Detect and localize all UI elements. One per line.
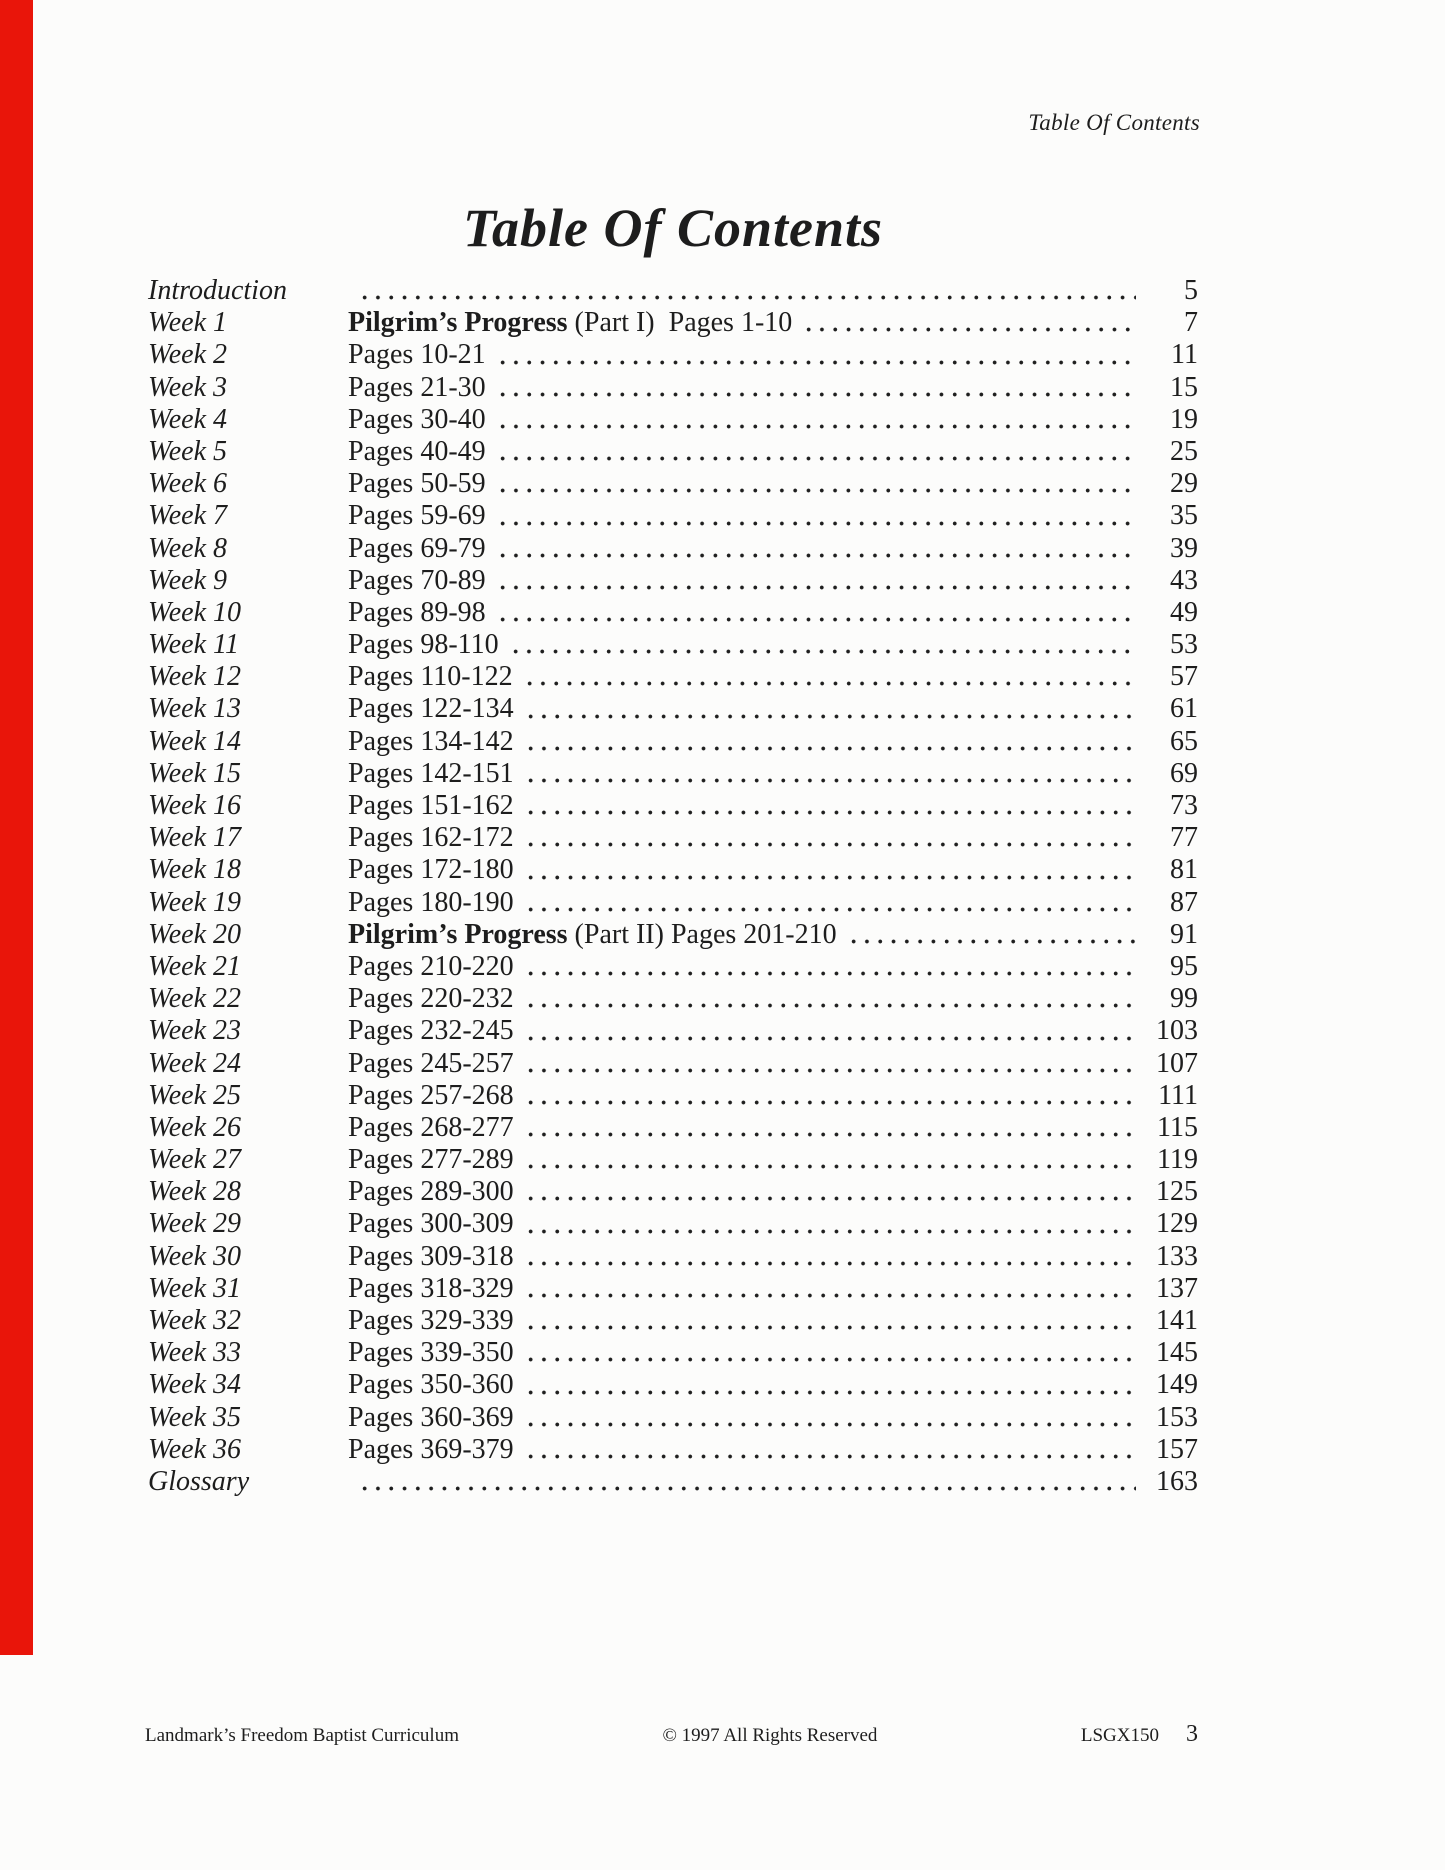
toc-entry-label: Week 10 <box>148 596 242 628</box>
toc-entry-description: (Part II) Pages 201-210 <box>567 918 837 950</box>
toc-entry-page-number: 133 <box>1156 1240 1198 1272</box>
dot-leader <box>354 1466 1136 1498</box>
dot-leader <box>520 1337 1136 1369</box>
toc-entry-label: Week 31 <box>148 1272 242 1304</box>
toc-row <box>148 951 1198 983</box>
toc-entry-description: (Part I) Pages 1-10 <box>567 307 793 339</box>
red-binding-stripe <box>0 0 33 1655</box>
toc-entry-page-number: 129 <box>1156 1208 1198 1240</box>
toc-entry-title-bold: Pilgrim’s Progress <box>348 918 568 950</box>
toc-row <box>148 693 1198 725</box>
toc-entry-label: Week 33 <box>148 1337 242 1369</box>
toc-row <box>148 468 1198 500</box>
page-footer <box>145 1721 1198 1748</box>
toc-entry-page-number: 111 <box>1158 1079 1198 1111</box>
toc-entry-description: Pages 360-369 <box>348 1401 514 1433</box>
dot-leader <box>520 1112 1136 1144</box>
toc-row <box>148 1048 1198 1080</box>
toc-entry-label: Week 20 <box>148 918 242 950</box>
toc-entry-description: Pages 329-339 <box>348 1305 514 1336</box>
toc-entry-page-number: 5 <box>1184 275 1198 306</box>
toc-row <box>148 919 1198 951</box>
toc-entry-description: Pages 142-151 <box>348 757 514 789</box>
dot-leader <box>520 854 1136 886</box>
toc-row <box>148 1241 1198 1273</box>
toc-entry-page-number: 137 <box>1156 1272 1198 1304</box>
toc-entry-page-number: 141 <box>1156 1305 1198 1336</box>
toc-entry-description: Pages 180-190 <box>348 886 514 918</box>
dot-leader <box>492 372 1136 404</box>
dot-leader <box>520 790 1136 822</box>
toc-entry-label: Week 21 <box>148 950 242 982</box>
toc-entry-description: Pages 339-350 <box>348 1337 514 1369</box>
toc-row <box>148 1434 1198 1466</box>
toc-entry-page-number: 29 <box>1170 468 1198 500</box>
toc-entry-label: Week 13 <box>148 693 242 725</box>
toc-entry-label: Week 9 <box>148 564 228 596</box>
toc-entry-label: Week 22 <box>148 983 242 1015</box>
toc-entry-label: Week 8 <box>148 532 228 564</box>
toc-entry-page-number: 77 <box>1170 822 1198 854</box>
toc-entry-description: Pages 151-162 <box>348 790 514 821</box>
toc-entry-label: Week 23 <box>148 1015 242 1047</box>
toc-entry-page-number: 103 <box>1156 1015 1198 1047</box>
dot-leader <box>492 500 1136 532</box>
toc-entry-description: Pages 220-232 <box>348 983 514 1015</box>
toc-entry-label: Week 1 <box>148 307 228 339</box>
toc-row <box>148 822 1198 854</box>
toc-entry-label: Week 4 <box>148 403 228 435</box>
dot-leader <box>520 1015 1136 1047</box>
toc-entry-page-number: 15 <box>1170 371 1198 403</box>
toc-row <box>148 887 1198 919</box>
dot-leader <box>520 1402 1136 1434</box>
toc-entry-label: Week 36 <box>148 1433 242 1465</box>
dot-leader <box>492 404 1136 436</box>
toc-entry-description: Pages 21-30 <box>348 371 486 403</box>
dot-leader <box>843 919 1136 951</box>
toc-entry-page-number: 7 <box>1184 307 1198 339</box>
toc-entry-page-number: 163 <box>1156 1465 1198 1497</box>
dot-leader <box>520 693 1136 725</box>
toc-row <box>148 1466 1198 1498</box>
toc-entry-description: Pages 369-379 <box>348 1433 514 1465</box>
footer-page-number: 3 <box>1186 1721 1198 1747</box>
toc-entry-description: Pages 232-245 <box>348 1015 514 1047</box>
dot-leader <box>520 951 1136 983</box>
dot-leader <box>520 822 1136 854</box>
toc-entry-page-number: 57 <box>1170 661 1198 693</box>
toc-entry-label: Week 26 <box>148 1111 242 1143</box>
dot-leader <box>492 597 1136 629</box>
toc-row <box>148 500 1198 532</box>
toc-row <box>148 983 1198 1015</box>
toc-entry-label: Week 19 <box>148 886 242 918</box>
toc-entry-page-number: 125 <box>1156 1176 1198 1208</box>
toc-row <box>148 726 1198 758</box>
toc-entry-description: Pages 98-110 <box>348 629 499 661</box>
toc-entry-page-number: 53 <box>1170 629 1198 661</box>
toc-entry-page-number: 145 <box>1156 1337 1198 1369</box>
toc-row <box>148 404 1198 436</box>
toc-entry-label: Week 5 <box>148 435 228 467</box>
dot-leader <box>520 726 1136 758</box>
footer-product-code: LSGX150 <box>1080 1725 1159 1746</box>
footer-right-group <box>1081 1721 1198 1748</box>
dot-leader <box>520 983 1136 1015</box>
dot-leader <box>492 468 1136 500</box>
toc-entry-description: Pages 89-98 <box>348 596 486 628</box>
toc-entry-description: Pages 59-69 <box>348 500 486 532</box>
toc-entry-label: Week 3 <box>148 371 228 403</box>
dot-leader <box>492 533 1136 565</box>
toc-entry-label: Week 15 <box>148 757 242 789</box>
toc-entry-title-bold: Pilgrim’s Progress <box>348 307 568 339</box>
toc-row <box>148 307 1198 339</box>
page-title: Table Of Contents <box>462 198 884 258</box>
toc-entry-page-number: 81 <box>1170 854 1198 886</box>
toc-row <box>148 565 1198 597</box>
toc-row <box>148 758 1198 790</box>
toc-entry-label: Introduction <box>148 275 287 306</box>
running-header: Table Of Contents <box>1028 110 1200 135</box>
toc-entry-label: Week 30 <box>148 1240 242 1272</box>
toc-row <box>148 1112 1198 1144</box>
dot-leader <box>520 1048 1136 1080</box>
table-of-contents <box>148 275 1198 1498</box>
toc-entry-label: Week 11 <box>148 629 239 661</box>
toc-entry-label: Week 17 <box>148 822 242 854</box>
toc-entry-description: Pages 162-172 <box>348 822 514 854</box>
toc-row <box>148 1369 1198 1401</box>
dot-leader <box>520 1080 1136 1112</box>
toc-entry-page-number: 69 <box>1170 757 1198 789</box>
toc-entry-description: Pages 172-180 <box>348 854 514 886</box>
toc-entry-label: Week 27 <box>148 1144 242 1176</box>
toc-entry-page-number: 73 <box>1170 790 1198 821</box>
toc-entry-description: Pages 122-134 <box>348 693 514 725</box>
toc-entry-label: Week 34 <box>148 1369 242 1401</box>
toc-row <box>148 1015 1198 1047</box>
toc-row <box>148 1176 1198 1208</box>
toc-entry-description: Pages 110-122 <box>348 661 513 693</box>
toc-row <box>148 533 1198 565</box>
toc-entry-page-number: 95 <box>1170 950 1198 982</box>
dot-leader <box>520 758 1136 790</box>
dot-leader <box>505 629 1136 661</box>
toc-entry-description: Pages 309-318 <box>348 1240 514 1272</box>
toc-entry-page-number: 25 <box>1170 435 1198 467</box>
toc-row <box>148 1208 1198 1240</box>
toc-entry-page-number: 61 <box>1170 693 1198 725</box>
toc-entry-label: Week 12 <box>148 661 242 693</box>
toc-row <box>148 1080 1198 1112</box>
toc-entry-page-number: 149 <box>1156 1369 1198 1401</box>
toc-entry-label: Week 6 <box>148 468 228 500</box>
dot-leader <box>520 1241 1136 1273</box>
footer-copyright: © 1997 All Rights Reserved <box>662 1725 878 1746</box>
footer-publisher: Landmark’s Freedom Baptist Curriculum <box>145 1725 459 1746</box>
toc-entry-description: Pages 245-257 <box>348 1047 514 1079</box>
toc-entry-description: Pages 268-277 <box>348 1111 514 1143</box>
toc-entry-description: Pages 10-21 <box>348 339 486 371</box>
toc-row <box>148 629 1198 661</box>
dot-leader <box>520 1305 1136 1337</box>
dot-leader <box>520 1144 1136 1176</box>
toc-row <box>148 597 1198 629</box>
toc-row <box>148 1402 1198 1434</box>
toc-entry-label: Week 25 <box>148 1079 242 1111</box>
toc-entry-description: Pages 134-142 <box>348 725 514 757</box>
toc-row <box>148 790 1198 822</box>
toc-entry-description: Pages 277-289 <box>348 1144 514 1176</box>
toc-entry-label: Week 14 <box>148 725 242 757</box>
toc-entry-description: Pages 289-300 <box>348 1176 514 1208</box>
toc-row <box>148 275 1198 307</box>
toc-row <box>148 661 1198 693</box>
toc-row <box>148 339 1198 371</box>
toc-entry-page-number: 87 <box>1170 886 1198 918</box>
toc-entry-label: Week 32 <box>148 1305 242 1336</box>
toc-entry-page-number: 99 <box>1170 983 1198 1015</box>
toc-entry-description: Pages 210-220 <box>348 950 514 982</box>
toc-entry-page-number: 107 <box>1156 1047 1198 1079</box>
toc-entry-description: Pages 300-309 <box>348 1208 514 1240</box>
dot-leader <box>492 565 1136 597</box>
dot-leader <box>492 339 1136 371</box>
toc-entry-page-number: 119 <box>1157 1144 1198 1176</box>
toc-entry-page-number: 19 <box>1170 403 1198 435</box>
toc-row <box>148 854 1198 886</box>
toc-entry-page-number: 157 <box>1156 1433 1198 1465</box>
dot-leader <box>520 1208 1136 1240</box>
toc-entry-page-number: 91 <box>1170 918 1198 950</box>
dot-leader <box>519 661 1136 693</box>
dot-leader <box>520 1176 1136 1208</box>
dot-leader <box>492 436 1136 468</box>
dot-leader <box>354 275 1136 307</box>
toc-entry-label: Glossary <box>148 1465 250 1497</box>
toc-entry-label: Week 24 <box>148 1047 242 1079</box>
toc-entry-label: Week 2 <box>148 339 228 371</box>
toc-entry-description: Pages 350-360 <box>348 1369 514 1401</box>
toc-entry-label: Week 18 <box>148 854 242 886</box>
toc-entry-description: Pages 30-40 <box>348 403 486 435</box>
toc-row <box>148 372 1198 404</box>
toc-entry-page-number: 11 <box>1171 339 1198 371</box>
toc-entry-page-number: 43 <box>1170 564 1198 596</box>
dot-leader <box>798 307 1136 339</box>
toc-entry-description: Pages 70-89 <box>348 564 486 596</box>
toc-entry-page-number: 49 <box>1170 596 1198 628</box>
toc-entry-description: Pages 50-59 <box>348 468 486 500</box>
toc-row <box>148 1273 1198 1305</box>
toc-row <box>148 1144 1198 1176</box>
toc-entry-description: Pages 257-268 <box>348 1079 514 1111</box>
toc-entry-label: Week 7 <box>148 500 228 532</box>
dot-leader <box>520 1369 1136 1401</box>
toc-entry-label: Week 28 <box>148 1176 242 1208</box>
toc-entry-label: Week 35 <box>148 1401 242 1433</box>
toc-entry-description: Pages 318-329 <box>348 1272 514 1304</box>
toc-entry-label: Week 16 <box>148 790 242 821</box>
toc-entry-page-number: 39 <box>1170 532 1198 564</box>
toc-entry-description: Pages 69-79 <box>348 532 486 564</box>
toc-row <box>148 436 1198 468</box>
toc-entry-page-number: 35 <box>1170 500 1198 532</box>
toc-entry-description: Pages 40-49 <box>348 435 486 467</box>
toc-entry-label: Week 29 <box>148 1208 242 1240</box>
toc-entry-page-number: 65 <box>1170 725 1198 757</box>
toc-entry-page-number: 115 <box>1157 1111 1198 1143</box>
dot-leader <box>520 1273 1136 1305</box>
dot-leader <box>520 1434 1136 1466</box>
toc-entry-page-number: 153 <box>1156 1401 1198 1433</box>
dot-leader <box>520 887 1136 919</box>
toc-row <box>148 1305 1198 1337</box>
toc-row <box>148 1337 1198 1369</box>
